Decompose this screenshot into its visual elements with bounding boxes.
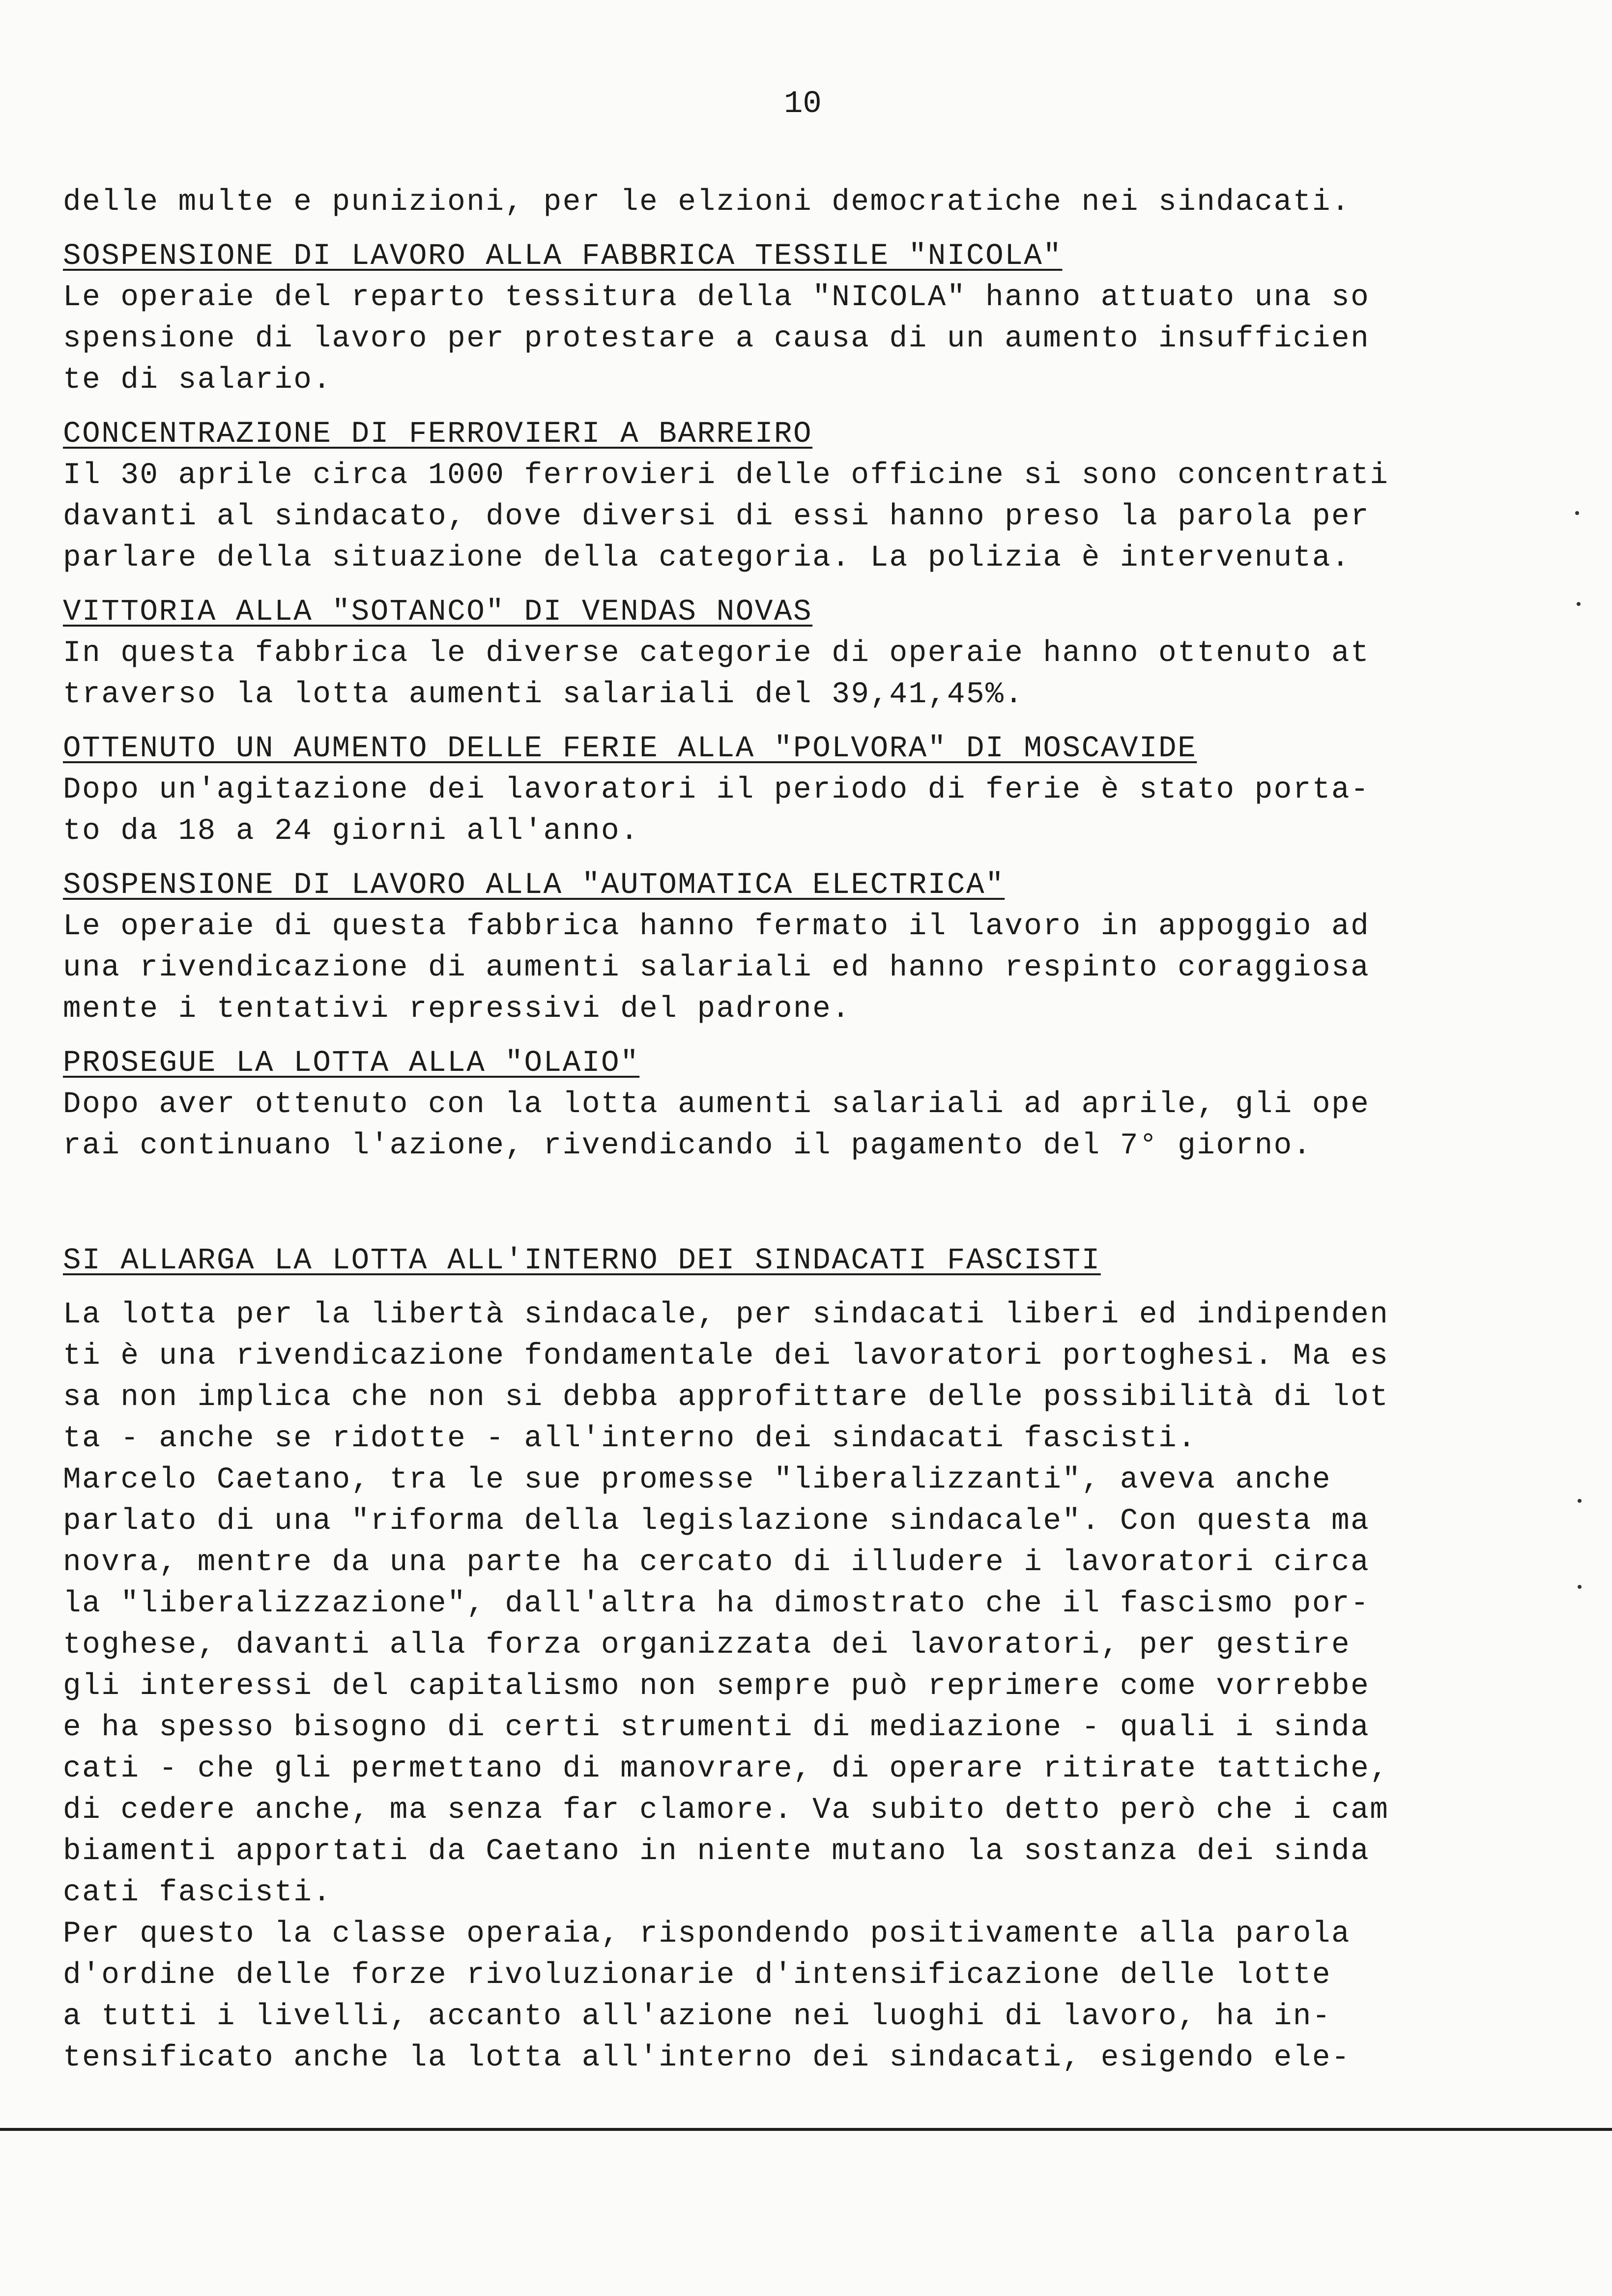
- text-line: la "liberalizzazione", dall'altra ha dimostrato che il fascismo por-: [63, 1587, 1370, 1621]
- news-item: [63, 865, 1488, 1030]
- text-line: te di salario.: [63, 363, 332, 397]
- text-line: traverso la lotta aumenti salariali del 39,41,45%.: [63, 678, 1024, 712]
- news-item: [63, 728, 1488, 852]
- text-line: parlare della situazione della categoria. La polizia è intervenuta.: [63, 541, 1351, 575]
- spacer: [63, 1167, 1488, 1240]
- news-item: [63, 592, 1488, 716]
- text-line: cati - che gli permettano di manovrare, di operare ritirate tattiche,: [63, 1752, 1389, 1786]
- news-heading: CONCENTRAZIONE DI FERROVIERI A BARREIRO: [63, 417, 813, 451]
- text-line: Le operaie del reparto tessitura della "NICOLA" hanno attuato una so: [63, 281, 1370, 315]
- text-line: di cedere anche, ma senza far clamore. Va subito detto però che i cam: [63, 1793, 1389, 1827]
- spacer: [63, 1030, 1488, 1043]
- spacer: [63, 579, 1488, 592]
- text-line: rai continuano l'azione, rivendicando il pagamento del 7° giorno.: [63, 1129, 1312, 1163]
- page-number: 10: [784, 86, 822, 122]
- spacer: [63, 852, 1488, 865]
- news-heading: SOSPENSIONE DI LAVORO ALLA "AUTOMATICA ELECTRICA": [63, 868, 1005, 902]
- margin-speck: [1578, 1585, 1582, 1589]
- text-line: davanti al sindacato, dove diversi di essi hanno preso la parola per: [63, 500, 1370, 534]
- text-line: biamenti apportati da Caetano in niente mutano la sostanza dei sinda: [63, 1835, 1370, 1868]
- text-line: ta - anche se ridotte - all'interno dei sindacati fascisti.: [63, 1422, 1197, 1456]
- text-line: mente i tentativi repressivi del padrone.: [63, 992, 851, 1026]
- news-heading: OTTENUTO UN AUMENTO DELLE FERIE ALLA "POLVORA" DI MOSCAVIDE: [63, 732, 1197, 766]
- spacer: [63, 1282, 1488, 1294]
- text-line: Il 30 aprile circa 1000 ferrovieri delle officine si sono concentrati: [63, 459, 1389, 492]
- text-line: cati fascisti.: [63, 1876, 332, 1910]
- news-heading: SOSPENSIONE DI LAVORO ALLA FABBRICA TESSILE "NICOLA": [63, 239, 1063, 273]
- intro-line: delle multe e punizioni, per le elzioni democratiche nei sindacati.: [63, 185, 1351, 219]
- text-line: a tutti i livelli, accanto all'azione nei luoghi di lavoro, ha in-: [63, 2000, 1331, 2034]
- margin-speck: [1575, 511, 1579, 515]
- text-line: toghese, davanti alla forza organizzata dei lavoratori, per gestire: [63, 1628, 1351, 1662]
- news-heading: PROSEGUE LA LOTTA ALLA "OLAIO": [63, 1046, 640, 1080]
- text-line: Marcelo Caetano, tra le sue promesse "liberalizzanti", aveva anche: [63, 1463, 1331, 1497]
- text-line: una rivendicazione di aumenti salariali ed hanno respinto coraggiosa: [63, 951, 1370, 985]
- margin-speck: [1578, 1499, 1582, 1503]
- margin-speck: [1577, 602, 1581, 606]
- text-line: e ha spesso bisogno di certi strumenti di mediazione - quali i sinda: [63, 1711, 1370, 1745]
- article: [63, 1240, 1488, 2079]
- spacer: [63, 223, 1488, 236]
- spacer: [63, 401, 1488, 414]
- text-line: parlato di una "riforma della legislazione sindacale". Con questa ma: [63, 1504, 1370, 1538]
- bottom-rule: [0, 2128, 1612, 2131]
- text-line: La lotta per la libertà sindacale, per sindacati liberi ed indipenden: [63, 1298, 1389, 1332]
- text-line: Dopo aver ottenuto con la lotta aumenti salariali ad aprile, gli ope: [63, 1088, 1370, 1121]
- text-line: tensificato anche la lotta all'interno dei sindacati, esigendo ele-: [63, 2041, 1351, 2075]
- text-line: Le operaie di questa fabbrica hanno fermato il lavoro in appoggio ad: [63, 910, 1370, 944]
- news-item: [63, 1043, 1488, 1167]
- news-item: [63, 236, 1488, 401]
- article-heading: SI ALLARGA LA LOTTA ALL'INTERNO DEI SINDACATI FASCISTI: [63, 1244, 1101, 1278]
- text-line: Dopo un'agitazione dei lavoratori il periodo di ferie è stato porta-: [63, 773, 1370, 807]
- text-line: ti è una rivendicazione fondamentale dei lavoratori portoghesi. Ma es: [63, 1339, 1389, 1373]
- text-line: Per questo la classe operaia, rispondendo positivamente alla parola: [63, 1917, 1351, 1951]
- news-heading: VITTORIA ALLA "SOTANCO" DI VENDAS NOVAS: [63, 595, 813, 629]
- spacer: [63, 716, 1488, 728]
- text-line: In questa fabbrica le diverse categorie di operaie hanno ottenuto at: [63, 636, 1370, 670]
- news-item: [63, 414, 1488, 579]
- text-line: spensione di lavoro per protestare a causa di un aumento insufficien: [63, 322, 1370, 356]
- text-line: d'ordine delle forze rivoluzionarie d'intensificazione delle lotte: [63, 1958, 1331, 1992]
- text-line: gli interessi del capitalismo non sempre può reprimere come vorrebbe: [63, 1669, 1370, 1703]
- text-line: novra, mentre da una parte ha cercato di illudere i lavoratori circa: [63, 1546, 1370, 1579]
- text-line: to da 18 a 24 giorni all'anno.: [63, 814, 640, 848]
- document-body: [63, 182, 1488, 2079]
- text-line: sa non implica che non si debba approfittare delle possibilità di lot: [63, 1380, 1389, 1414]
